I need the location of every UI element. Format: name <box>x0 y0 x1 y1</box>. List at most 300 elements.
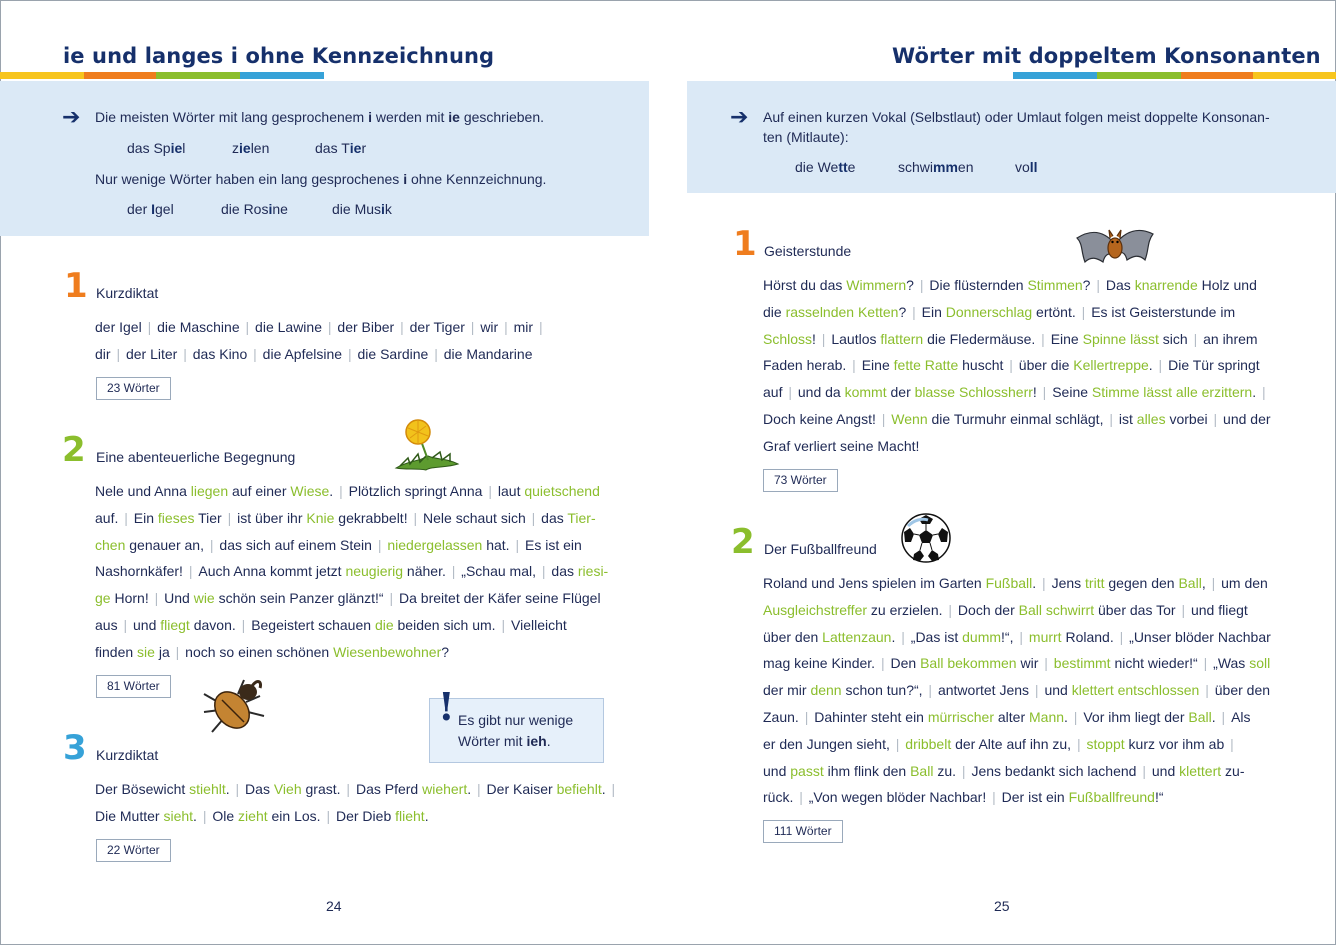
word-group-separator: | <box>800 708 813 725</box>
word-group: „Schau mal, <box>461 563 536 580</box>
text-line <box>95 776 617 803</box>
word-group-separator: | <box>848 357 860 374</box>
word-group: ist über ihr <box>237 509 307 526</box>
word-group: die Maschine <box>157 319 240 335</box>
highlighted-word: mürrischer <box>927 708 994 725</box>
word-group: die Apfelsine <box>262 345 343 362</box>
word-group: Plötzlich springt Anna <box>348 483 483 499</box>
word-group-separator: | <box>342 781 354 797</box>
word-group: Der ist ein <box>1001 789 1069 806</box>
word-group: hat. <box>482 536 510 553</box>
right-rule-box <box>687 81 1336 193</box>
word-group: . <box>1211 708 1216 725</box>
word-group-separator: | <box>335 483 347 499</box>
word-group-separator: | <box>1073 735 1085 752</box>
word-group-separator: | <box>1015 628 1027 645</box>
exercise-title: Eine abenteuerliche Begegnung <box>96 449 296 465</box>
word-group-separator: | <box>535 319 543 335</box>
word-group: Nele schaut sich <box>423 509 526 526</box>
highlighted-word: Vieh <box>273 781 302 797</box>
exercise-number: 2 <box>731 522 755 562</box>
page-number: 24 <box>326 898 342 914</box>
word-group: „Das ist <box>910 628 963 645</box>
word-group-separator: | <box>500 319 512 335</box>
word-group: Dahinter steht ein <box>814 708 928 725</box>
highlighted-word: tritt <box>1085 575 1105 591</box>
highlighted-word: die <box>374 616 394 633</box>
word-group: ! <box>812 330 816 347</box>
highlighted-word: Kellertreppe <box>1073 357 1149 374</box>
word-group: . <box>225 781 230 797</box>
text-line <box>95 314 545 341</box>
bat-illustration <box>1075 222 1155 270</box>
highlighted-word: Tier- <box>567 509 596 526</box>
highlighted-word: Ball bekommen <box>920 655 1017 672</box>
word-group: . <box>1064 708 1068 725</box>
word-group: mag keine Kinder. <box>763 655 876 672</box>
rule-double-consonant: Auf einen kurzen Vokal (Selbstlaut) oder Umlaut folgen meist doppelte Konsonan- ten (Mitlaute): <box>763 109 1270 145</box>
word-group: ? <box>898 303 907 320</box>
word-group: das Kino <box>192 345 248 362</box>
example-word: voll <box>1015 159 1038 175</box>
word-group: davon. <box>189 616 236 633</box>
word-group: der Alte auf ihn zu, <box>951 735 1072 752</box>
word-group: Lautlos <box>831 330 881 347</box>
word-group: Jens <box>1051 575 1086 591</box>
word-group: kurz vor ihm ab <box>1124 735 1225 752</box>
text-line <box>763 731 1271 758</box>
highlighted-word: alles <box>1136 410 1166 427</box>
highlighted-word: dumm <box>962 628 1002 645</box>
word-group-separator: | <box>891 735 904 752</box>
text-line <box>95 639 608 666</box>
word-group: Vor ihm liegt der <box>1083 708 1189 725</box>
highlighted-word: knarrende <box>1134 277 1198 293</box>
word-group: Roland und Jens spielen im Garten <box>763 575 986 591</box>
example-word: der Igel <box>127 201 174 217</box>
word-group-separator: | <box>171 643 184 660</box>
word-group-separator: | <box>223 509 236 526</box>
right-page <box>667 0 1334 945</box>
example-word: die Musik <box>332 201 392 217</box>
highlighted-word: Ball <box>910 762 934 779</box>
left-page-title: ie und langes i ohne Kennzeichnung <box>63 44 495 68</box>
word-group: . <box>1148 357 1153 374</box>
word-group: ? <box>441 643 450 660</box>
highlighted-word: fette Ratte <box>893 357 959 374</box>
word-group: Ein <box>133 509 158 526</box>
right-page-title: Wörter mit doppeltem Konsonanten <box>892 44 1321 68</box>
exercise-number: 1 <box>733 224 757 264</box>
word-group: nicht wieder!“ <box>1110 655 1198 672</box>
word-group: Horn! <box>110 590 149 607</box>
word-group-separator: | <box>1115 628 1128 645</box>
highlighted-word: ge <box>95 590 111 607</box>
tip-text: Es gibt nur wenige Wörter mit ieh. <box>458 712 574 749</box>
word-group-separator: | <box>1092 277 1104 293</box>
word-group: beiden sich um. <box>393 616 496 633</box>
word-group: „Unser blöder Nachbar <box>1129 628 1271 645</box>
word-count-box: 81 Wörter <box>96 675 171 698</box>
word-group: Der Bösewicht <box>95 781 190 797</box>
dictation-text <box>95 776 617 830</box>
word-group-separator: | <box>1154 357 1167 374</box>
word-group-separator: | <box>511 536 523 553</box>
word-group: Als <box>1231 708 1251 725</box>
word-group: huscht <box>958 357 1004 374</box>
text-line <box>95 803 617 830</box>
word-group-separator: | <box>1217 708 1230 725</box>
word-group: gekrabbelt! <box>334 509 408 526</box>
word-group-separator: | <box>1077 303 1090 320</box>
word-group-separator: | <box>241 319 254 335</box>
word-group: wir <box>480 319 499 335</box>
word-group: alter <box>993 708 1029 725</box>
word-group: !“, <box>1001 628 1014 645</box>
word-group-separator: | <box>1226 735 1234 752</box>
example-word: zielen <box>232 140 270 156</box>
word-group: . <box>891 628 896 645</box>
word-group: gegen den <box>1104 575 1179 591</box>
word-group-separator: | <box>877 655 889 672</box>
word-group-separator: | <box>1031 682 1043 699</box>
word-group: um den <box>1221 575 1268 591</box>
text-line <box>763 299 1271 326</box>
word-group: Graf verliert seine Macht! <box>763 437 920 454</box>
beetle-illustration <box>198 672 270 738</box>
text-line <box>763 597 1271 624</box>
word-group: die Sardine <box>357 345 429 362</box>
highlighted-word: chen <box>95 536 126 553</box>
text-line <box>95 612 608 639</box>
word-group: . <box>601 781 606 797</box>
word-group: Und <box>164 590 194 607</box>
word-group: !“ <box>1154 789 1164 806</box>
highlighted-word: Wenn <box>891 410 928 427</box>
word-group: Faden herab. <box>763 357 847 374</box>
word-group: die Lawine <box>255 319 322 335</box>
highlighted-word: flieht <box>395 807 425 824</box>
highlighted-word: Mann <box>1029 708 1065 725</box>
rule-long-i: Nur wenige Wörter haben ein lang gesprochenes i ohne Kennzeichnung. <box>95 171 547 187</box>
text-line <box>763 624 1271 651</box>
text-line <box>95 478 608 505</box>
exercise-title: Kurzdiktat <box>96 747 159 763</box>
text-line <box>95 505 608 532</box>
example-word: schwimmen <box>898 159 974 175</box>
word-group-separator: | <box>908 303 920 320</box>
word-group: Ole <box>212 807 239 824</box>
text-line <box>763 650 1271 677</box>
word-group: Jens bedankt sich lachend <box>971 762 1137 779</box>
word-group: Die flüsternden <box>929 277 1028 293</box>
word-group: Der Kaiser <box>486 781 557 797</box>
highlighted-word: passt <box>790 762 824 779</box>
text-line <box>763 784 1271 811</box>
left-color-stripe <box>0 72 324 79</box>
word-group-separator: | <box>795 789 807 806</box>
highlighted-word: klettert entschlossen <box>1071 682 1200 699</box>
word-group-separator: | <box>897 628 909 645</box>
highlighted-word: wiehert <box>422 781 468 797</box>
word-group: der Igel <box>95 319 142 335</box>
word-group: Eine <box>861 357 894 374</box>
exclamation-icon: ! <box>438 684 455 729</box>
highlighted-word: Ball <box>1178 575 1202 591</box>
word-group: die Fledermäuse. <box>923 330 1036 347</box>
highlighted-word: Stimme lässt alle erzittern <box>1091 384 1253 401</box>
word-group-separator: | <box>373 536 386 553</box>
highlighted-word: Wiese <box>290 483 330 499</box>
word-group: Das <box>245 781 274 797</box>
word-group: die Turmuhr einmal schlägt, <box>927 410 1104 427</box>
word-group-separator: | <box>1209 410 1222 427</box>
word-group-separator: | <box>1258 384 1266 401</box>
word-group: Roland. <box>1061 628 1114 645</box>
word-group: Es ist Geisterstunde im <box>1091 303 1236 320</box>
word-group-separator: | <box>396 319 408 335</box>
text-line <box>95 585 608 612</box>
word-group: zu. <box>933 762 957 779</box>
highlighted-word: Schloss <box>763 330 813 347</box>
word-group-separator: | <box>150 590 163 607</box>
dictation-text <box>95 478 608 666</box>
exercise-title: Der Fußballfreund <box>764 541 877 557</box>
word-group-separator: | <box>237 616 250 633</box>
page-number: 25 <box>994 898 1010 914</box>
word-group: ? <box>1082 277 1091 293</box>
word-group: Tier <box>194 509 222 526</box>
word-group-separator: | <box>1069 708 1082 725</box>
word-group: der <box>886 384 915 401</box>
highlighted-word: Knie <box>306 509 335 526</box>
word-group: Das <box>1105 277 1135 293</box>
exercise-title: Kurzdiktat <box>96 285 159 301</box>
word-group-separator: | <box>198 807 211 824</box>
word-group-separator: | <box>527 509 540 526</box>
word-group-separator: | <box>1037 330 1049 347</box>
example-word: die Wette <box>795 159 856 175</box>
text-line <box>763 704 1271 731</box>
word-group-separator: | <box>944 601 956 618</box>
word-group-separator: | <box>409 509 422 526</box>
word-group: Die Tür springt <box>1168 357 1260 374</box>
word-group-separator: | <box>1105 410 1117 427</box>
example-word: das Tier <box>315 140 367 156</box>
exercise-number: 2 <box>62 430 86 470</box>
word-group: wir <box>1016 655 1039 672</box>
word-count-box: 23 Wörter <box>96 377 171 400</box>
highlighted-word: riesi- <box>577 563 609 580</box>
word-group: Holz und <box>1197 277 1257 293</box>
word-group: aus <box>95 616 118 633</box>
word-group: die Mandarine <box>443 345 533 362</box>
word-group: an ihrem <box>1203 330 1258 347</box>
word-group-separator: | <box>817 330 830 347</box>
word-group: auf. <box>95 509 119 526</box>
highlighted-word: Donnerschlag <box>945 303 1033 320</box>
word-group-separator: | <box>430 345 442 362</box>
word-group: „Von wegen blöder Nachbar! <box>808 789 987 806</box>
highlighted-word: stiehlt <box>189 781 226 797</box>
word-group: schön sein Panzer glänzt!“ <box>214 590 384 607</box>
word-group: und da <box>797 384 845 401</box>
word-group-separator: | <box>1038 384 1051 401</box>
highlighted-word: rasselnden Ketten <box>785 303 899 320</box>
word-group-separator: | <box>1005 357 1017 374</box>
right-color-stripe <box>1013 72 1336 79</box>
highlighted-word: Fußballfreund <box>1068 789 1155 806</box>
word-group-separator: | <box>538 563 550 580</box>
highlighted-word: Ball <box>1188 708 1212 725</box>
word-group: Zaun. <box>763 708 799 725</box>
text-line <box>763 272 1271 299</box>
word-group: mir <box>513 319 534 335</box>
text-line <box>763 570 1271 597</box>
word-group: schon tun?“, <box>841 682 923 699</box>
word-group: und der <box>1223 410 1271 427</box>
tip-box <box>429 684 604 763</box>
word-group: sich <box>1158 330 1188 347</box>
exercise-title: Geisterstunde <box>764 243 852 259</box>
highlighted-word: fieses <box>157 509 195 526</box>
word-count-box: 73 Wörter <box>763 469 838 492</box>
word-group: laut <box>497 483 525 499</box>
word-group: ! <box>1032 384 1037 401</box>
word-group-separator: | <box>120 509 132 526</box>
word-group-separator: | <box>1199 655 1212 672</box>
word-group: Es ist ein <box>525 536 582 553</box>
word-group: er den Jungen sieht, <box>763 735 890 752</box>
word-group: Das Pferd <box>355 781 423 797</box>
word-group-separator: | <box>119 616 131 633</box>
word-group-separator: | <box>344 345 356 362</box>
highlighted-word: Stimmen <box>1027 277 1083 293</box>
word-group: noch so einen schönen <box>185 643 334 660</box>
word-group: über den <box>763 628 823 645</box>
word-group: Der Dieb <box>335 807 396 824</box>
word-group: Nele und Anna <box>95 483 191 499</box>
text-line <box>95 558 608 585</box>
word-group: die <box>763 303 786 320</box>
example-word: die Rosine <box>221 201 288 217</box>
word-group: genauer an, <box>125 536 204 553</box>
highlighted-word: quietschend <box>524 483 600 499</box>
dictation-text <box>763 272 1271 460</box>
highlighted-word: murrt <box>1028 628 1062 645</box>
word-group-separator: | <box>473 781 485 797</box>
word-group: ihm flink den <box>823 762 911 779</box>
word-group: ist <box>1118 410 1137 427</box>
word-group-separator: | <box>231 781 244 797</box>
arrow-right-icon: ➔ <box>730 104 749 129</box>
word-group: das sich auf einem Stein <box>219 536 372 553</box>
word-group-separator: | <box>958 762 970 779</box>
highlighted-word: Ausgleichstreffer <box>763 601 868 618</box>
word-group-separator: | <box>877 410 890 427</box>
word-group: über das Tor <box>1094 601 1176 618</box>
word-group: und <box>763 762 791 779</box>
highlighted-word: zieht <box>238 807 268 824</box>
exercise-number: 1 <box>64 266 88 306</box>
word-group-separator: | <box>1189 330 1202 347</box>
word-group: . <box>467 781 472 797</box>
word-group-separator: | <box>924 682 936 699</box>
highlighted-word: liegen <box>190 483 229 499</box>
word-group: Hörst du das <box>763 277 847 293</box>
word-group: Auch Anna kommt jetzt <box>198 563 346 580</box>
soccer-ball-illustration <box>900 512 952 564</box>
highlighted-word: sieht <box>163 807 194 824</box>
dictation-text <box>95 314 545 368</box>
dandelion-illustration <box>392 416 462 472</box>
word-group: der Tiger <box>409 319 465 335</box>
word-group-separator: | <box>323 319 336 335</box>
word-group: zu- <box>1221 762 1245 779</box>
word-group: , <box>1201 575 1206 591</box>
arrow-right-icon: ➔ <box>62 104 81 129</box>
word-group-separator: | <box>988 789 1000 806</box>
highlighted-word: sie <box>137 643 155 660</box>
word-group: zu erzielen. <box>867 601 943 618</box>
word-group: und fliegt <box>1190 601 1248 618</box>
word-group-separator: | <box>205 536 218 553</box>
highlighted-word: niedergelassen <box>387 536 483 553</box>
word-group-separator: | <box>1201 682 1213 699</box>
highlighted-word: wie <box>193 590 215 607</box>
word-group-separator: | <box>784 384 796 401</box>
word-group: rück. <box>763 789 794 806</box>
word-group-separator: | <box>385 590 398 607</box>
word-group: Doch der <box>957 601 1019 618</box>
word-group: . <box>424 807 429 824</box>
text-line <box>763 677 1271 704</box>
word-group-separator: | <box>1040 655 1052 672</box>
word-group-separator: | <box>484 483 496 499</box>
highlighted-word: Spinne lässt <box>1082 330 1159 347</box>
highlighted-word: bestimmt <box>1053 655 1111 672</box>
word-group: der Liter <box>125 345 178 362</box>
word-group: dir <box>95 345 111 362</box>
rule-ie: Die meisten Wörter mit lang gesprochenem i werden mit ie geschrieben. <box>95 109 544 125</box>
word-group: Den <box>890 655 921 672</box>
word-group-separator: | <box>1207 575 1220 591</box>
word-group: über die <box>1018 357 1074 374</box>
word-group: „Was <box>1213 655 1250 672</box>
word-group-separator: | <box>112 345 124 362</box>
word-group-separator: | <box>466 319 479 335</box>
word-group: antwortet Jens <box>937 682 1030 699</box>
word-group-separator: | <box>1038 575 1050 591</box>
text-line <box>763 406 1271 433</box>
word-group: und <box>1151 762 1180 779</box>
highlighted-word: befiehlt <box>556 781 602 797</box>
highlighted-word: kommt <box>844 384 887 401</box>
highlighted-word: Fußball <box>985 575 1033 591</box>
text-line <box>95 532 608 559</box>
word-group-separator: | <box>143 319 156 335</box>
highlighted-word: flattern <box>880 330 924 347</box>
highlighted-word: blasse Schlossherr <box>914 384 1033 401</box>
word-group: Vielleicht <box>511 616 567 633</box>
text-line <box>763 326 1271 353</box>
example-word: das Spiel <box>127 140 186 156</box>
word-group-separator: | <box>322 807 334 824</box>
dictation-text <box>763 570 1271 811</box>
word-group: ? <box>906 277 914 293</box>
word-group-separator: | <box>249 345 261 362</box>
word-group: näher. <box>403 563 446 580</box>
